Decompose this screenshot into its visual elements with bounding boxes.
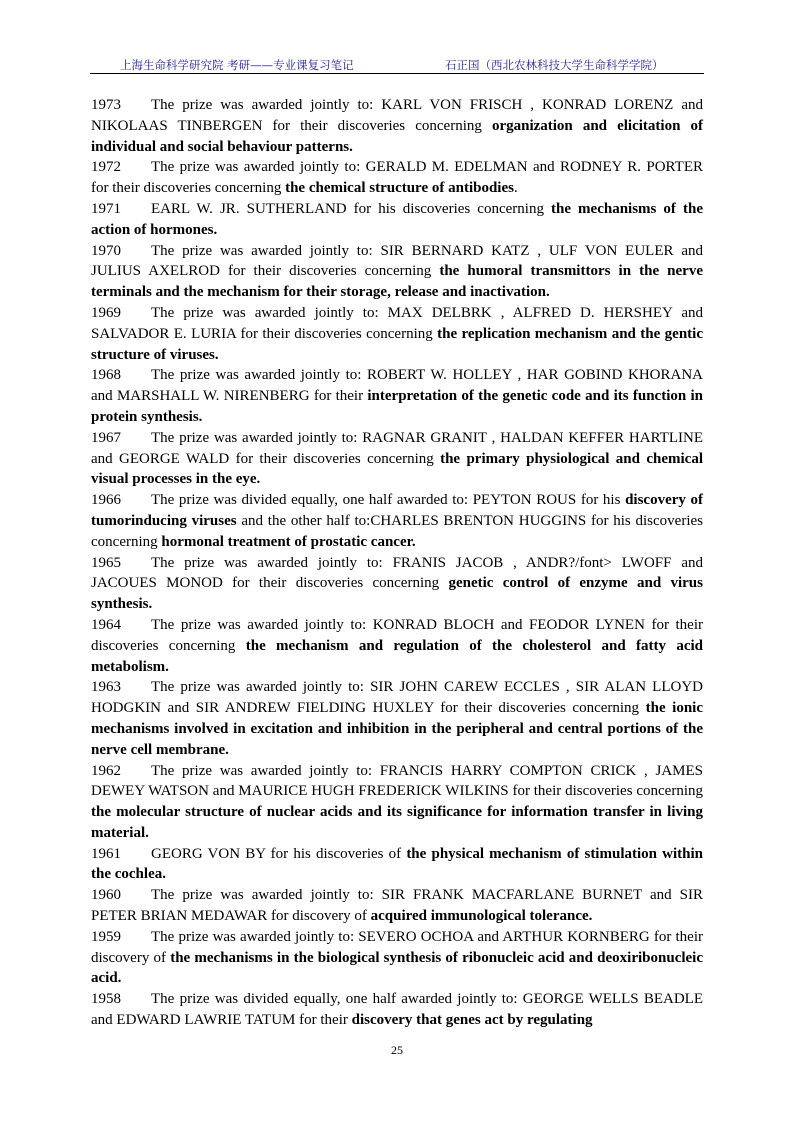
entry-year: 1972 [91,159,121,176]
prize-entry [91,365,703,427]
page-number: 25 [391,1043,403,1057]
prize-entry [91,615,703,677]
entry-highlight: the replication mechanism and the gentic structure of viruses. [91,325,703,363]
entry-highlight: the molecular structure of nuclear acids and its significance for information transfer in living material. [91,804,703,841]
prize-entry [91,241,703,303]
nobel-prize-list [91,95,703,1031]
entry-text: The prize was awarded jointly to: KONRAD BLOCH and FEODOR LYNEN for their discoveries concerning [91,616,703,654]
entry-text: The prize was awarded jointly to: SIR JOHN CAREW ECCLES , SIR ALAN LLOYD HODGKIN and SIR ANDREW FIELDING HUXLEY for their discoveries concerning [91,679,703,717]
entry-text: The prize was awarded jointly to: SEVERO OCHOA and ARTHUR KORNBERG for their discovery of [91,928,703,966]
entry-highlight: genetic control of enzyme and virus synthesis. [91,575,703,613]
entry-highlight: the mechanisms in the biological synthesis of ribonucleic acid and deoxiribonucleic acid. [91,949,703,987]
entry-text: The prize was awarded jointly to: ROBERT W. HOLLEY , HAR GOBIND KHORANA and MARSHALL W. NIRENBERG for their [91,367,703,405]
entry-highlight: the humoral transmittors in the nerve terminals and the mechanism for their storage, release and inactivation. [91,263,703,301]
prize-entry [91,303,703,365]
entry-highlight: acquired immunological tolerance. [370,908,593,925]
entry-text: The prize was divided equally, one half awarded to: PEYTON ROUS for his [151,492,626,509]
entry-year: 1963 [91,679,121,696]
entry-text: The prize was awarded jointly to: SIR BERNARD KATZ , ULF VON EULER and JULIUS AXELROD for their discoveries concerning [91,242,703,280]
prize-entry [91,927,703,989]
prize-entry [91,157,703,199]
entry-highlight: discovery that genes act by regulating [351,1012,593,1029]
page-header [90,53,704,74]
entry-year: 1968 [91,367,121,384]
entry-text: . [513,180,518,197]
header-right-author: 石正国（西北农林科技大学生命科学学院） [445,58,664,72]
entry-text: and the other half to:CHARLES BRENTON HUGGINS for his discoveries concerning [91,512,703,550]
entry-year: 1969 [91,304,121,321]
entry-year: 1965 [91,554,121,571]
entry-year: 1971 [91,200,121,217]
entry-highlight: discovery of tumorinducing viruses [91,492,703,529]
entry-highlight: the physical mechanism of stimulation within the cochlea. [91,845,704,883]
entry-year: 1973 [91,97,121,113]
prize-entry [91,428,703,490]
entry-highlight: organization and elicitation of individual and social behaviour patterns. [91,117,703,155]
entry-year: 1958 [91,991,121,1008]
entry-highlight: interpretation of the genetic code and its function in protein synthesis. [91,388,703,425]
prize-entry [91,989,703,1031]
prize-entry [91,553,703,615]
entry-text: The prize was awarded jointly to: GERALD M. EDELMAN and RODNEY R. PORTER for their discoveries concerning [91,159,703,197]
prize-entry [91,95,703,157]
entry-text: GEORG VON BY for his discoveries of [151,845,407,862]
entry-highlight: hormonal treatment of prostatic cancer. [161,533,416,550]
entry-highlight: the mechanism and regulation of the cholesterol and fatty acid metabolism. [91,637,703,675]
prize-entry [91,761,703,844]
entry-highlight: the primary physiological and chemical visual processes in the eye. [91,450,703,488]
entry-year: 1967 [91,429,121,446]
entry-year: 1962 [91,762,121,779]
prize-entry [91,677,703,760]
entry-text: The prize was awarded jointly to: SIR FRANK MACFARLANE BURNET and SIR PETER BRIAN MEDAWAR for discovery of [91,887,703,925]
entry-year: 1964 [91,616,121,633]
prize-entry [91,199,703,241]
entry-highlight: the chemical structure of antibodies [285,180,514,197]
entry-text: The prize was awarded jointly to: KARL VON FRISCH , KONRAD LORENZ and NIKOLAAS TINBERGEN for their discoveries concerning [91,97,703,134]
prize-entry [91,490,703,552]
header-left-title: 上海生命科学研究院 考研——专业课复习笔记 [120,58,354,72]
entry-text: The prize was divided equally, one half awarded jointly to: GEORGE WELLS BEADLE and EDWARD LAWRIE TATUM for their [91,991,703,1029]
entry-year: 1966 [91,492,121,509]
entry-year: 1970 [91,242,121,259]
entry-highlight: the mechanisms of the action of hormones. [91,200,703,238]
entry-text: The prize was awarded jointly to: RAGNAR GRANIT , HALDAN KEFFER HARTLINE and GEORGE WALD for their discoveries concerning [91,429,703,467]
entry-text: The prize was awarded jointly to: FRANIS JACOB , ANDR?/font> LWOFF and JACOUES MONOD for their discoveries concerning [91,554,703,592]
entry-text: EARL W. JR. SUTHERLAND for his discoveries concerning [151,200,551,217]
entry-year: 1960 [91,887,121,904]
prize-entry [91,885,703,927]
prize-entry [91,844,703,886]
entry-text: The prize was awarded jointly to: FRANCIS HARRY COMPTON CRICK , JAMES DEWEY WATSON and MAURICE HUGH FREDERICK WILKINS for their discoveries concerning [91,762,703,800]
entry-year: 1961 [91,845,121,862]
entry-highlight: the ionic mechanisms involved in excitation and inhibition in the peripheral and central portions of the nerve cell membrane. [91,700,703,758]
entry-text: The prize was awarded jointly to: MAX DELBRK , ALFRED D. HERSHEY and SALVADOR E. LURIA for their discoveries concerning [91,304,703,342]
entry-year: 1959 [91,928,121,945]
